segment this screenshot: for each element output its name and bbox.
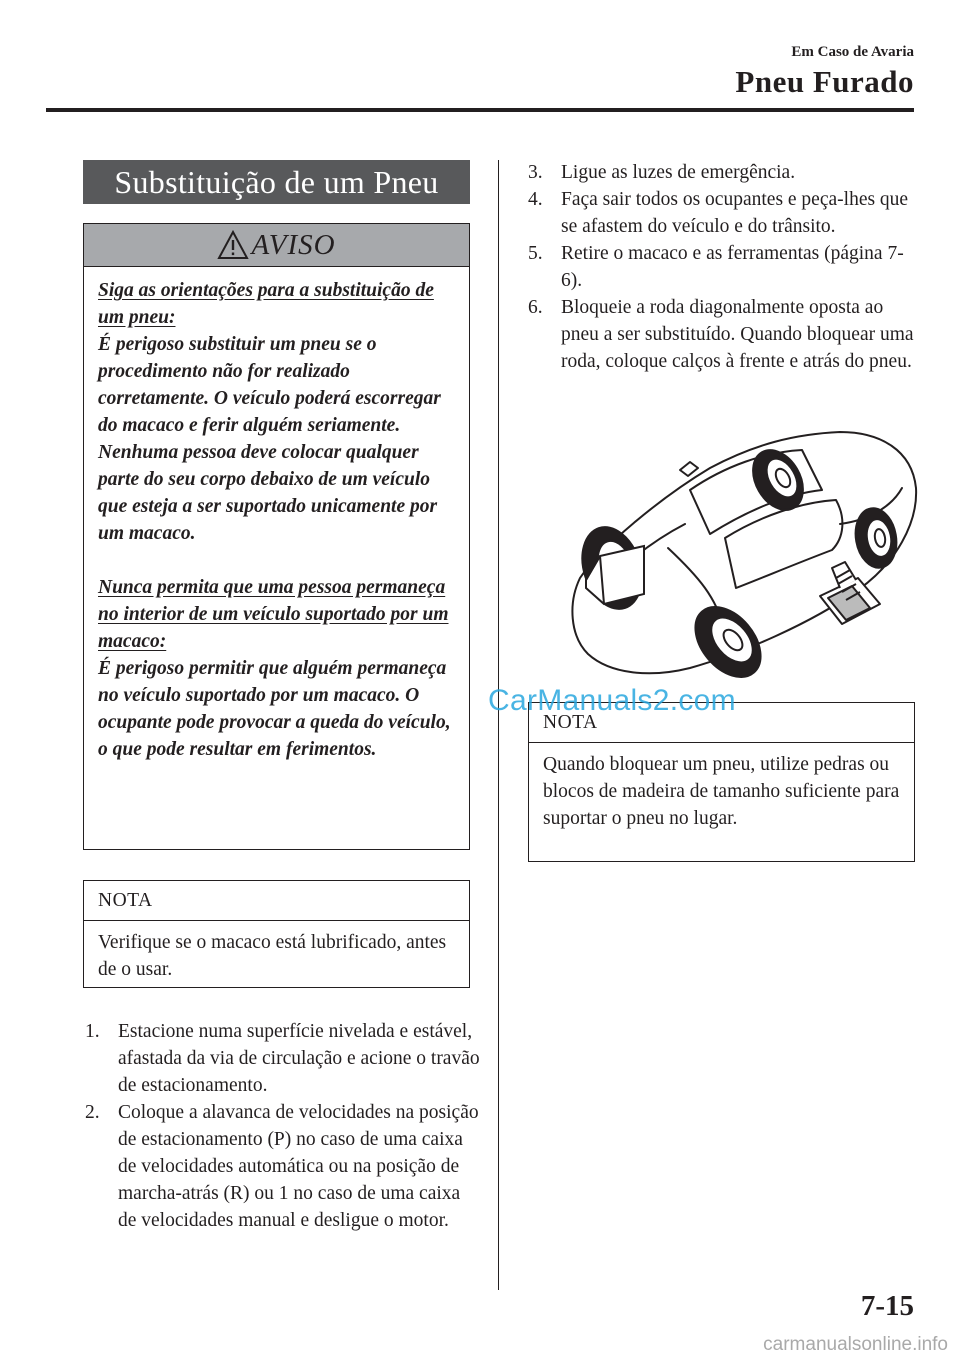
topic-title: Substituição de um Pneu [83,160,470,204]
warning-text-3: É perigoso permitir que alguém permaneça no veículo suportado por um macaco. O ocupante pode provocar a queda do veículo, o que pode resultar em ferimentos. [98,658,451,760]
steps-list-left [85,1018,480,1234]
step-text: Ligue as luzes de emergência. [561,162,796,183]
step-text: Retire o macaco e as ferramentas (página 7-6). [561,243,904,291]
step-text: Faça sair todos os ocupantes e peça-lhes que se afastem do veículo e do trânsito. [561,189,909,237]
warning-text-2: Nenhuma pessoa deve colocar qualquer parte do seu corpo debaixo de um veículo que esteja a ser suportado unicamente por um macaco. [98,442,438,544]
step-item [528,294,915,375]
warning-body [84,267,469,763]
header-rule [46,108,914,112]
step-number: 5. [528,243,543,264]
warning-text-1: É perigoso substituir um pneu se o procedimento não for realizado corretamente. O veículo poderá escorregar do macaco e ferir alguém seriamente. [98,334,441,436]
step-item [528,159,915,186]
step-item [528,186,915,240]
step-number: 3. [528,162,543,183]
step-item [528,240,915,294]
step-item [85,1018,480,1099]
chapter-title: Em Caso de Avaria [791,44,914,60]
warning-label: AVISO [251,228,336,261]
warning-triangle-icon [217,230,249,260]
note-text: Verifique se o macaco está lubrificado, antes de o usar. [98,932,447,980]
warning-box [83,223,470,850]
step-text: Estacione numa superfície nivelada e estável, afastada da via de circulação e acione o travão de estacionamento. [118,1021,480,1096]
steps-list-right [528,159,915,375]
step-number: 4. [528,189,543,210]
warning-header [84,224,469,267]
section-title: Pneu Furado [735,64,914,99]
watermark: CarManuals2.com [488,684,736,717]
column-divider [498,160,499,1290]
step-text: Bloqueie a roda diagonalmente oposta ao pneu a ser substituído. Quando bloquear uma roda, coloque calços à frente e atrás do pneu. [561,297,914,372]
note-label: NOTA [529,703,914,743]
note-label: NOTA [84,881,469,921]
step-number: 2. [85,1102,100,1123]
note-text: Quando bloquear um pneu, utilize pedras ou blocos de madeira de tamanho suficiente para suportar o pneu no lugar. [543,754,900,829]
step-number: 1. [85,1021,100,1042]
warning-subheading-1: Siga as orientações para a substituição de um pneu: [98,280,434,328]
step-number: 6. [528,297,543,318]
step-item [85,1099,480,1234]
warning-subheading-2: Nunca permita que uma pessoa permaneça no interior de um veículo suportado por um macaco: [98,577,449,652]
note-box-right [528,702,915,862]
note-box-left [83,880,470,988]
footer-site-watermark: carmanualsonline.info [763,1334,948,1355]
step-text: Coloque a alavanca de velocidades na posição de estacionamento (P) no caso de uma caixa de velocidades automática ou na posição de marcha-atrás (R) ou 1 no caso de uma caixa de velocidades manual e desligue o motor. [118,1102,479,1231]
car-jack-illustration [540,428,920,678]
page-number: 7-15 [860,1290,914,1322]
